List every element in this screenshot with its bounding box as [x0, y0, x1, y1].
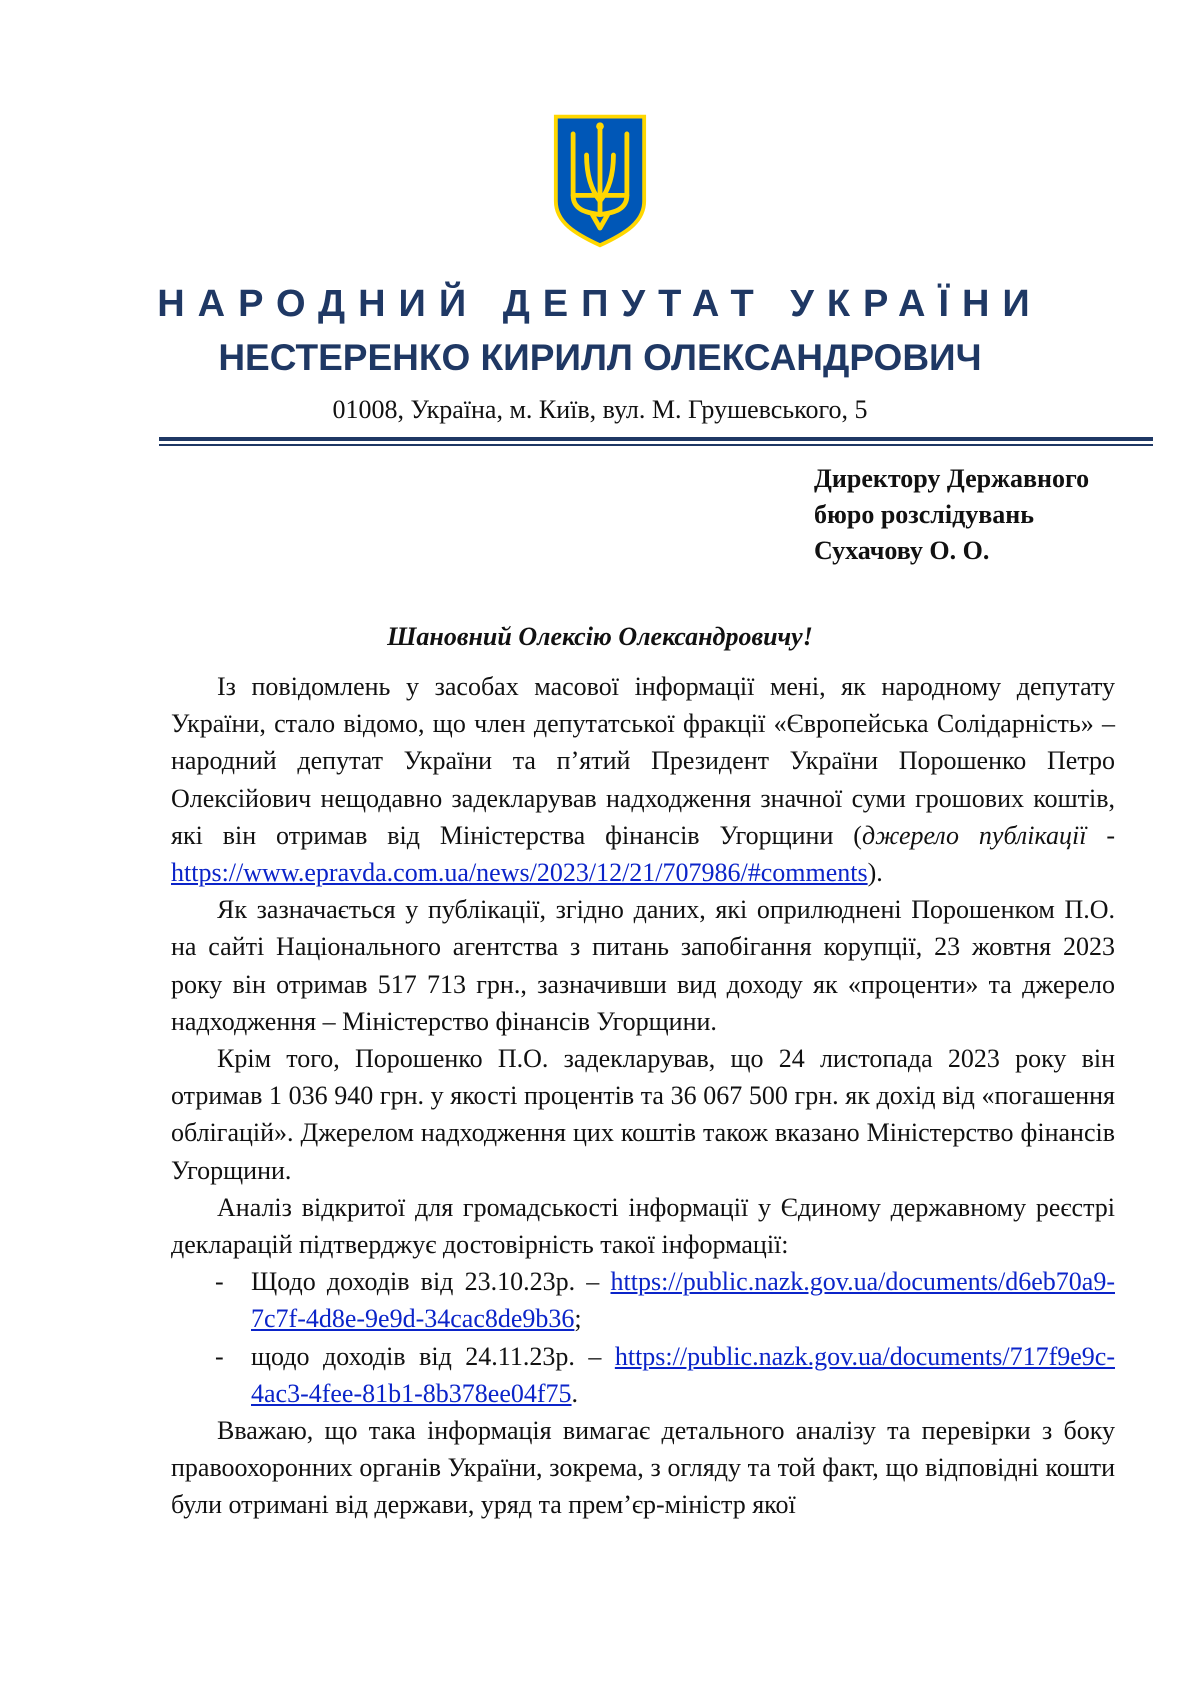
declaration-link[interactable]: https://public.nazk.gov.ua/documents/d6eb70a9-7c7f-4d8e-9e9d-34cac8de9b36	[251, 1267, 1115, 1334]
list-item-end: ;	[574, 1304, 582, 1334]
paragraph: Як зазначається у публікації, згідно даних, які оприлюднені Порошенком П.О. на сайті Національного агентства з питань запобігання корупції, 23 жовтня 2023 року він отримав 517 713 грн., зазначивши вид доходу як «проценти» та джерело надходження – Міністерство фінансів Угорщини.	[171, 895, 1115, 1036]
list-dash: -	[215, 1341, 224, 1371]
list-item	[171, 1338, 1115, 1412]
list-item-text: Щодо доходів від 23.10.23р. –	[251, 1267, 611, 1297]
letter-body	[171, 668, 1115, 1524]
separator: -	[1086, 820, 1115, 850]
declaration-link[interactable]: https://public.nazk.gov.ua/documents/717f9e9c-4ac3-4fee-81b1-8b378ee04f75	[251, 1341, 1115, 1408]
paragraph: Крім того, Порошенко П.О. задекларував, що 24 листопада 2023 року він отримав 1 036 940 грн. у якості процентів та 36 067 500 грн. як дохід від «погашення облігацій». Джерелом надходження цих коштів також вказано Міністерство фінансів Угорщини.	[171, 1044, 1115, 1185]
greeting: Шановний Олексію Олександровичу!	[387, 622, 813, 651]
addressee-line: бюро розслідувань	[814, 500, 1035, 529]
list-item-text: щодо доходів від 24.11.23р. –	[251, 1341, 615, 1371]
addressee-block	[814, 461, 1089, 569]
header-title: НАРОДНИЙ ДЕПУТАТ УКРАЇНИ	[157, 283, 1043, 325]
paragraph-text: Із повідомлень у засобах масової інформації мені, як народному депутату України, стало відомо, що член депутатської фракції «Європейська Солідарність» – народний депутат України та п’ятий Президент України Порошенко Петро Олексійович нещодавно задекларував надходження значної суми грошових коштів, які він отримав від Міністерства фінансів Угорщини (	[171, 672, 1115, 850]
header-divider-thick	[159, 437, 1153, 441]
paragraph	[171, 668, 1115, 891]
header-address: 01008, Україна, м. Київ, вул. М. Грушевського, 5	[332, 395, 868, 424]
addressee-line: Директору Державного	[814, 464, 1090, 493]
header-divider-thin	[159, 444, 1153, 446]
list-dash: -	[215, 1267, 224, 1297]
paragraph: Вважаю, що така інформація вимагає детального аналізу та перевірки з боку правоохоронних органів України, зокрема, з огляду та той факт, що відповідні кошти були отримані від держави, уряд та прем’єр-міністр якої	[171, 1416, 1115, 1520]
list-item-end: .	[571, 1378, 579, 1408]
declaration-links-list	[171, 1263, 1115, 1412]
paragraph: Аналіз відкритої для громадськості інформації у Єдиному державному реєстрі декларацій підтверджує достовірність такої інформації:	[171, 1192, 1115, 1260]
source-label: джерело публікації	[861, 820, 1087, 850]
coat-of-arms-icon	[552, 112, 648, 248]
source-link[interactable]: https://www.epravda.com.ua/news/2023/12/21/707986/#comments	[171, 858, 868, 888]
header-name: НЕСТЕРЕНКО КИРИЛЛ ОЛЕКСАНДРОВИЧ	[218, 337, 982, 378]
paragraph-end: ).	[867, 858, 883, 888]
list-item	[171, 1263, 1115, 1337]
addressee-line: Сухачову О. О.	[814, 536, 990, 565]
